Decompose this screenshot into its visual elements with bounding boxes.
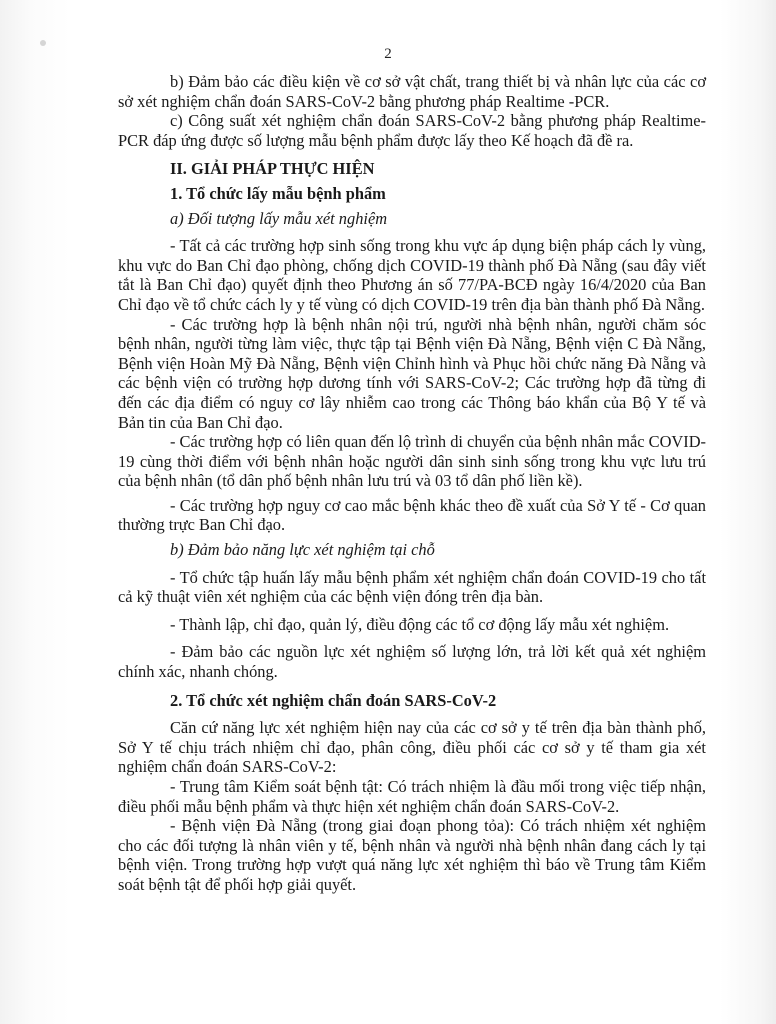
page-number: 2 [384, 46, 392, 62]
section-heading-ii: II. GIẢI PHÁP THỰC HIỆN [170, 159, 375, 179]
item-heading-1a: a) Đối tượng lấy mẫu xét nghiệm [170, 208, 388, 228]
paragraph-capacity-2: - Thành lập, chỉ đạo, quản lý, điều động các tổ cơ động lấy mẫu xét nghiệm. [170, 614, 670, 634]
paragraph-target-2: - Các trường hợp là bệnh nhân nội trú, người nhà bệnh nhân, người chăm sóc bệnh nhân, người từng làm việc, thực tập tại Bệnh viện Đà Nẵng, Bệnh viện C Đà Nẵng, Bệnh viện Hoàn Mỹ Đà Nẵng, Bệnh viện Chỉnh hình và Phục hồi chức năng Đà Nẵng và các bệnh viện có trường hợp dương tính với SARS-CoV-2; Các trường hợp đã từng đi đến các địa điểm có nguy cơ lây nhiễm cao trong các Thông báo khẩn của Bộ Y tế và Bản tin của Ban Chỉ đạo. [118, 314, 706, 432]
paragraph-testing-intro: Căn cứ năng lực xét nghiệm hiện nay của các cơ sở y tế trên địa bàn thành phố, Sở Y tế chịu trách nhiệm chỉ đạo, phân công, điều phối các cơ sở y tế tham gia xét nghiệm chẩn đoán SARS-CoV-2: [118, 718, 706, 777]
paragraph-target-4: - Các trường hợp nguy cơ cao mắc bệnh khác theo đề xuất của Sở Y tế - Cơ quan thường trực Ban Chỉ đạo. [118, 495, 706, 535]
paragraph-capacity-3: - Đảm bảo các nguồn lực xét nghiệm số lượng lớn, trả lời kết quả xét nghiệm chính xác, nhanh chóng. [118, 642, 706, 682]
paragraph-1c: c) Công suất xét nghiệm chẩn đoán SARS-CoV-2 bằng phương pháp Realtime-PCR đáp ứng được số lượng mẫu bệnh phẩm được lấy theo Kế hoạch đã đề ra. [118, 111, 706, 150]
subsection-heading-1: 1. Tổ chức lấy mẫu bệnh phẩm [170, 183, 386, 203]
paragraph-target-3: - Các trường hợp có liên quan đến lộ trình di chuyển của bệnh nhân mắc COVID-19 cùng thời điểm với bệnh nhân hoặc người dân sinh sinh sống trong khu vực lưu trú của bệnh nhân (tổ dân phố bệnh nhân lưu trú và 03 tổ dân phố liền kề). [118, 432, 707, 491]
paragraph-testing-hospital: - Bệnh viện Đà Nẵng (trong giai đoạn phong tỏa): Có trách nhiệm xét nghiệm cho các đối tượng là nhân viên y tế, bệnh nhân và người nhà bệnh nhân đang cách ly tại bệnh viện. Trong trường hợp vượt quá năng lực xét nghiệm thì báo về Trung tâm Kiểm soát bệnh tật để phối hợp giải quyết. [118, 816, 706, 894]
subsection-heading-2: 2. Tổ chức xét nghiệm chẩn đoán SARS-CoV-2 [170, 690, 497, 710]
document-body [118, 72, 706, 895]
paragraph-testing-cdc: - Trung tâm Kiểm soát bệnh tật: Có trách nhiệm là đầu mối trong việc tiếp nhận, điều phối mẫu bệnh phẩm và thực hiện xét nghiệm chẩn đoán SARS-CoV-2. [118, 777, 706, 816]
paragraph-target-1: - Tất cả các trường hợp sinh sống trong khu vực áp dụng biện pháp cách ly vùng, khu vực do Ban Chỉ đạo phòng, chống dịch COVID-19 thành phố Đà Nẵng (sau đây viết tắt là Ban Chỉ đạo) quyết định theo Phương án số 77/PA-BCĐ ngày 16/4/2020 của Ban Chỉ đạo về tổ chức cách ly y tế vùng có dịch COVID-19 trên địa bàn thành phố Đà Nẵng. [118, 236, 706, 314]
paragraph-1b: b) Đảm bảo các điều kiện về cơ sở vật chất, trang thiết bị và nhân lực của các cơ sở xét nghiệm chẩn đoán SARS-CoV-2 bằng phương pháp Realtime -PCR. [118, 72, 706, 111]
item-heading-1b: b) Đảm bảo năng lực xét nghiệm tại chỗ [170, 540, 435, 560]
paragraph-capacity-1: - Tổ chức tập huấn lấy mẫu bệnh phẩm xét nghiệm chẩn đoán COVID-19 cho tất cả kỹ thuật viên xét nghiệm của các bệnh viện đóng trên địa bàn. [118, 567, 706, 607]
